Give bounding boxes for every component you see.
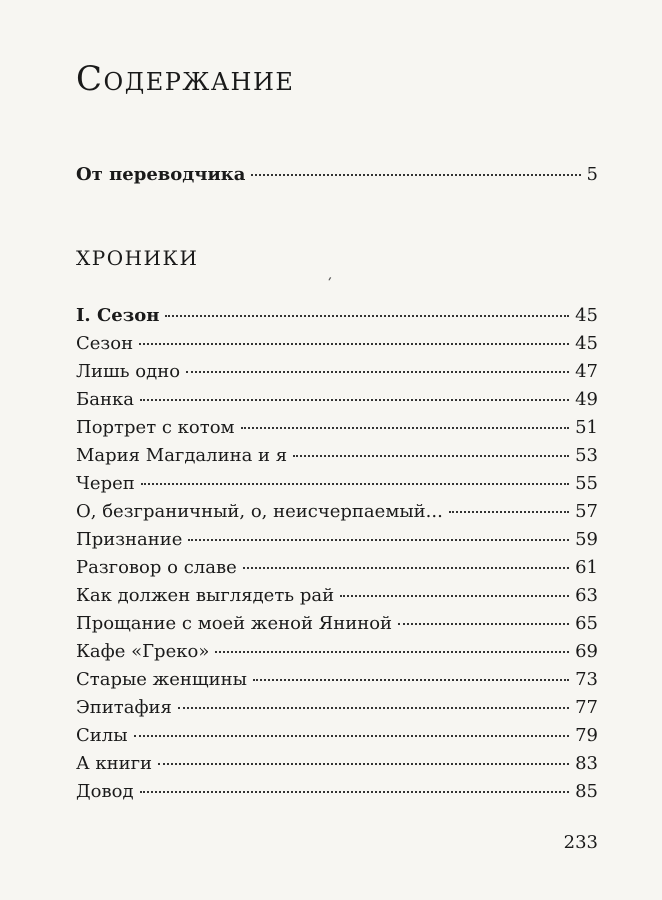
- toc-entry-title: Лишь одно: [76, 361, 181, 382]
- toc-entry[interactable]: [76, 669, 598, 695]
- toc-entry-title: Разговор о славе: [76, 557, 237, 578]
- toc-entry-page: 45: [575, 333, 598, 354]
- dot-leader: [251, 173, 580, 176]
- toc-entry-title: Старые женщины: [76, 669, 247, 690]
- toc-entry-page: 59: [575, 529, 598, 550]
- dot-leader: [215, 650, 569, 653]
- toc-entry-page: 77: [575, 697, 598, 718]
- toc-entry-title: Признание: [76, 529, 183, 550]
- toc-entry-title: Череп: [76, 473, 135, 494]
- toc-entry-preface[interactable]: [76, 164, 598, 190]
- toc-entry-page: 47: [575, 361, 598, 382]
- toc-entry-page: 65: [575, 613, 598, 634]
- toc-entry[interactable]: [76, 613, 598, 639]
- dot-leader: [398, 622, 569, 625]
- toc-entry-page: 73: [575, 669, 598, 690]
- dot-leader: [188, 538, 569, 541]
- page-title: Содержание: [76, 58, 295, 99]
- page-number: 233: [563, 832, 598, 853]
- toc-entry-title: Банка: [76, 389, 134, 410]
- toc-entry[interactable]: [76, 445, 598, 471]
- toc-entry-title: А книги: [76, 753, 153, 774]
- toc-entry-title: Силы: [76, 725, 128, 746]
- dot-leader: [140, 790, 570, 793]
- toc-entry-page: 45: [575, 305, 598, 326]
- toc-entry-page: 55: [575, 473, 598, 494]
- toc-entry-page: 63: [575, 585, 598, 606]
- toc-entry[interactable]: [76, 557, 598, 583]
- toc-entry-page: 85: [575, 781, 598, 802]
- dot-leader: [449, 510, 569, 513]
- dot-leader: [243, 566, 569, 569]
- toc-entry-page: 51: [575, 417, 598, 438]
- toc-entry-page: 79: [575, 725, 598, 746]
- dot-leader: [253, 678, 569, 681]
- toc-entry-title: Сезон: [76, 333, 134, 354]
- toc-entry[interactable]: [76, 529, 598, 555]
- toc-entry-page: 69: [575, 641, 598, 662]
- toc-entry[interactable]: [76, 417, 598, 443]
- dot-leader: [178, 706, 569, 709]
- paper-speck: ʹ: [323, 275, 333, 293]
- toc-entry-page: 83: [575, 753, 598, 774]
- toc-entry[interactable]: [76, 585, 598, 611]
- dot-leader: [340, 594, 569, 597]
- toc-entry[interactable]: [76, 333, 598, 359]
- toc-entry-title: От переводчика: [76, 164, 246, 185]
- toc-entry[interactable]: [76, 753, 598, 779]
- toc-entry[interactable]: [76, 389, 598, 415]
- toc-entry[interactable]: [76, 725, 598, 751]
- toc-entry[interactable]: [76, 473, 598, 499]
- toc-entry-title: Мария Магдалина и я: [76, 445, 288, 466]
- dot-leader: [141, 482, 569, 485]
- dot-leader: [139, 342, 569, 345]
- section-heading: ХРОНИКИ: [76, 246, 199, 270]
- toc-entry-page: 49: [575, 389, 598, 410]
- dot-leader: [165, 314, 569, 317]
- toc-entry[interactable]: [76, 781, 598, 807]
- toc-entry-title: Эпитафия: [76, 697, 172, 718]
- dot-leader: [186, 370, 569, 373]
- toc-entry-title: Прощание с моей женой Яниной: [76, 613, 393, 634]
- dot-leader: [241, 426, 570, 429]
- toc-entry-title: Кафе «Греко»: [76, 641, 210, 662]
- toc-entry[interactable]: [76, 501, 598, 527]
- dot-leader: [140, 398, 569, 401]
- toc-entry-page: 61: [575, 557, 598, 578]
- toc-entry-title: О, безграничный, о, неисчерпаемый...: [76, 501, 443, 522]
- toc-entry-title: Как должен выглядеть рай: [76, 585, 335, 606]
- toc-entry-title: Портрет с котом: [76, 417, 235, 438]
- toc-entry-page: 53: [575, 445, 598, 466]
- toc-entry-page: 5: [586, 164, 598, 185]
- dot-leader: [158, 762, 569, 765]
- toc-entry-title: Довод: [76, 781, 134, 802]
- toc-entry[interactable]: [76, 641, 598, 667]
- toc-entry[interactable]: [76, 697, 598, 723]
- toc-entry[interactable]: [76, 305, 598, 331]
- toc-entry-title: I. Сезон: [76, 305, 160, 326]
- dot-leader: [293, 454, 569, 457]
- toc-entry-page: 57: [575, 501, 598, 522]
- toc-entry[interactable]: [76, 361, 598, 387]
- dot-leader: [134, 734, 570, 737]
